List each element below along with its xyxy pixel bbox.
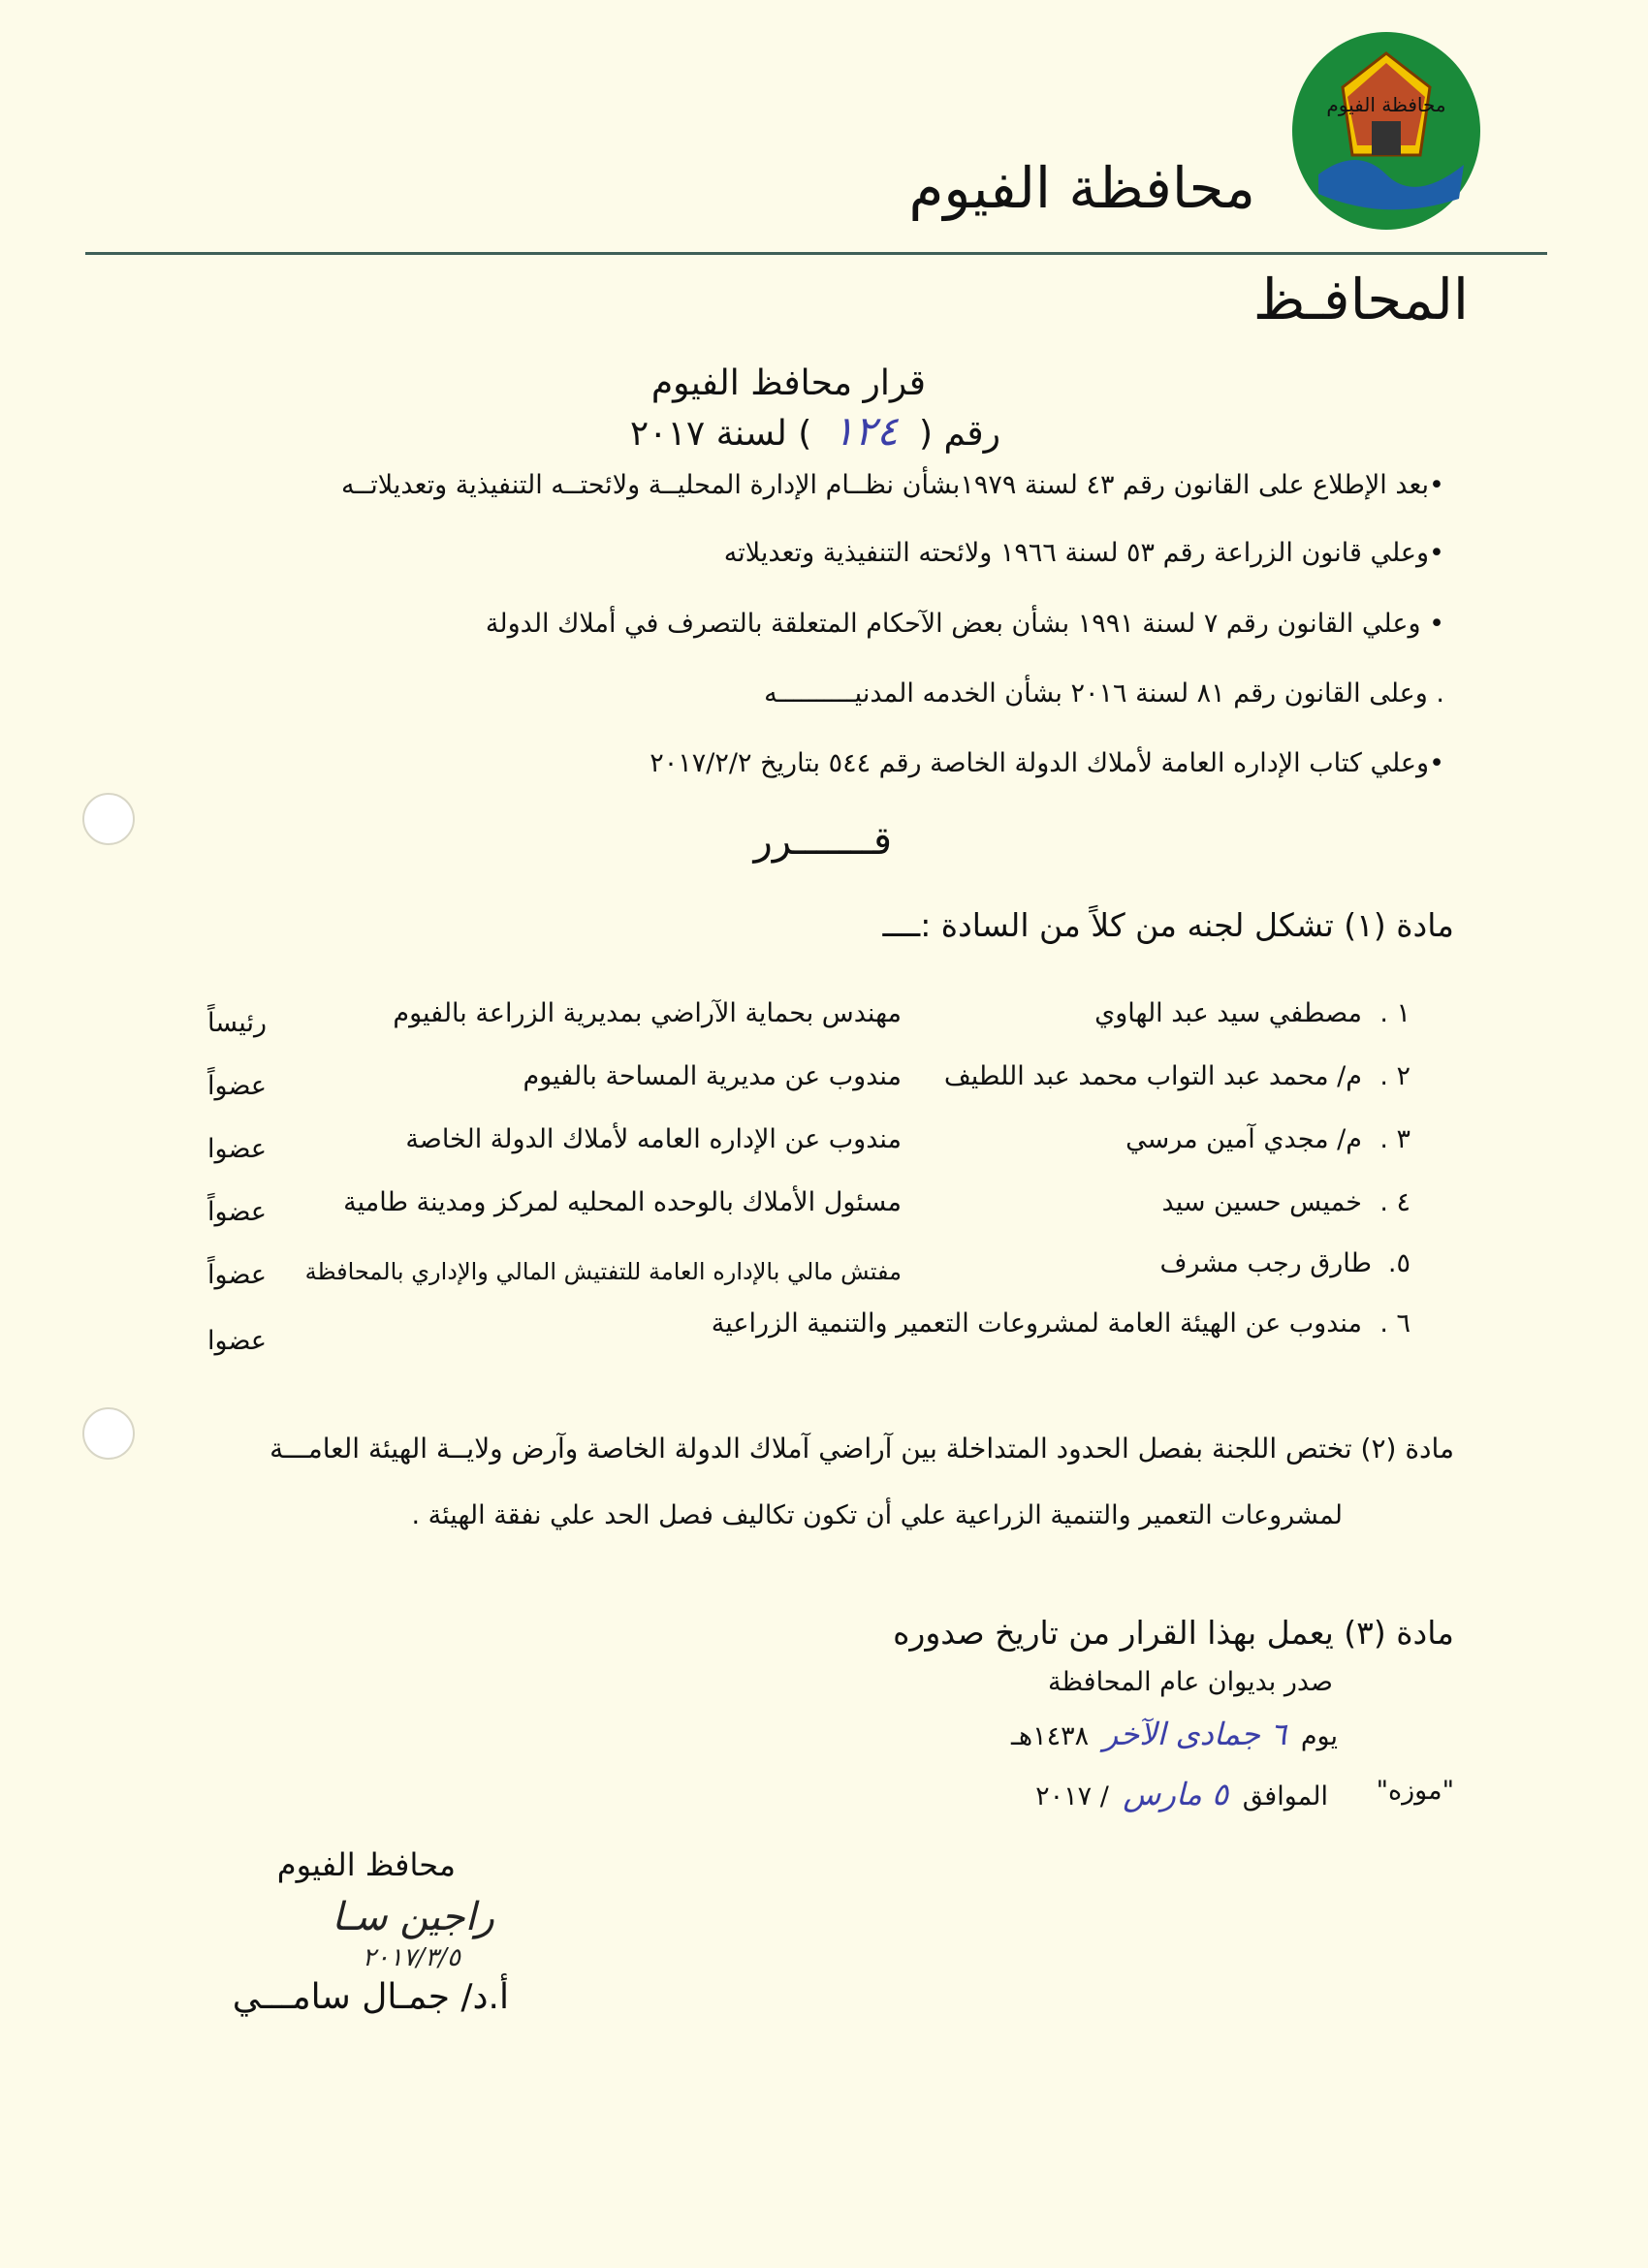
- member-number: ٦ .: [1379, 1308, 1410, 1339]
- member-number: ٤ .: [1379, 1187, 1410, 1217]
- decision-number: [630, 407, 1000, 455]
- member-number: ٢ .: [1379, 1061, 1410, 1091]
- member-role: مسئول الأملاك بالوحده المحليه لمركز ومدينة طامية: [343, 1187, 902, 1217]
- member-name: خميس حسين سيد: [1161, 1187, 1362, 1217]
- office-title: المحافـظ: [1252, 267, 1469, 332]
- member-number: ١ .: [1379, 998, 1410, 1028]
- gregorian-year: / ٢٠١٧: [1035, 1781, 1109, 1811]
- corresponding-label: الموافق: [1242, 1781, 1328, 1811]
- member-position: عضواً: [207, 1260, 267, 1290]
- signature-title: محافظ الفيوم: [276, 1846, 456, 1883]
- decision-number-prefix: رقم (: [918, 414, 1000, 454]
- preamble-line: •بعد الإطلاع على القانون رقم ٤٣ لسنة ١٩٧٩بشأن نظــام الإدارة المحليــة ولائحتــه التنفيذية وتعديلاتــه: [340, 470, 1444, 500]
- member-name: مصطفي سيد عبد الهاوي: [1094, 998, 1362, 1028]
- member-position: رئيساً: [206, 1008, 267, 1038]
- member-name: مندوب عن الهيئة العامة لمشروعات التعمير والتنمية الزراعية: [711, 1308, 1362, 1339]
- article-3-heading: مادة (٣) يعمل بهذا القرار من تاريخ صدوره: [893, 1614, 1454, 1652]
- logo-label: محافظة الفيوم: [1326, 93, 1446, 116]
- member-name: م/ محمد عبد التواب محمد عبد اللطيف: [943, 1061, 1362, 1091]
- member-position: عضواً: [207, 1071, 267, 1101]
- preamble-line: • وعلي القانون رقم ٧ لسنة ١٩٩١ بشأن بعض الآحكام المتعلقة بالتصرف في أملاك الدولة: [485, 609, 1444, 639]
- member-position: عضواً: [207, 1197, 267, 1227]
- governorate-logo: [1289, 29, 1483, 233]
- hijri-date-handwritten: ٦ جمادى الآخر: [1102, 1716, 1287, 1752]
- punch-hole-bottom: [82, 1407, 135, 1460]
- member-number: ٣ .: [1379, 1124, 1410, 1154]
- decided-heading: قـــــــرر: [753, 819, 892, 864]
- member-name: طارق رجب مشرف: [1159, 1248, 1372, 1278]
- decision-number-suffix: ) لسنة ٢٠١٧: [629, 414, 812, 454]
- article-2-line: لمشروعات التعمير والتنمية الزراعية علي أن تكون تكاليف فصل الحد علي نفقة الهيئة .: [411, 1500, 1343, 1530]
- article-2-line: مادة (٢) تختص اللجنة بفصل الحدود المتداخلة بين آراضي آملاك الدولة الخاصة وآرض ولايــة الهيئة العامـــة: [269, 1433, 1454, 1465]
- member-position: عضوا: [207, 1326, 267, 1356]
- gregorian-date-handwritten: ٥ مارس: [1123, 1776, 1229, 1812]
- hijri-date: [1011, 1716, 1338, 1752]
- member-role: مفتش مالي بالإداره العامة للتفتيش المالي والإداري بالمحافظة: [304, 1258, 902, 1285]
- initials: "موزه": [1376, 1776, 1454, 1806]
- member-number: ٥.: [1387, 1248, 1410, 1278]
- article-1-heading: مادة (١) تشكل لجنه من كلاً من السادة :ــــ: [882, 906, 1454, 944]
- preamble-line: •وعلي كتاب الإداره العامة لأملاك الدولة الخاصة رقم ٥٤٤ بتاريخ ٢٠١٧/٢/٢: [650, 748, 1444, 778]
- member-role: مهندس بحماية الآراضي بمديرية الزراعة بالفيوم: [393, 998, 902, 1028]
- preamble-line: . وعلى القانون رقم ٨١ لسنة ٢٠١٦ بشأن الخدمه المدنيــــــــــه: [764, 678, 1444, 709]
- hijri-year: ١٤٣٨هـ: [1011, 1721, 1090, 1751]
- member-role: مندوب عن الإداره العامه لأملاك الدولة الخاصة: [405, 1124, 902, 1154]
- member-position: عضوا: [207, 1134, 267, 1164]
- governorate-name: محافظة الفيوم: [908, 155, 1255, 221]
- signature-scribble: راجين سـا: [332, 1895, 494, 1939]
- governor-name: أ.د/ جمـال سامـــي: [232, 1977, 509, 2017]
- decision-number-handwritten: ١٢٤: [832, 407, 899, 455]
- gregorian-date: [1035, 1776, 1328, 1812]
- punch-hole-top: [82, 793, 135, 845]
- preamble-line: •وعلي قانون الزراعة رقم ٥٣ لسنة ١٩٦٦ ولائحته التنفيذية وتعديلاته: [723, 538, 1444, 568]
- day-label: يوم: [1300, 1721, 1338, 1751]
- decision-title: قرار محافظ الفيوم: [650, 363, 926, 403]
- member-name: م/ مجدي آمين مرسي: [1125, 1124, 1362, 1154]
- header-divider: [85, 252, 1547, 255]
- signature-date: ٢٠١٧/٣/٥: [362, 1943, 460, 1972]
- issued-at: صدر بديوان عام المحافظة: [1048, 1667, 1333, 1697]
- member-role: مندوب عن مديرية المساحة بالفيوم: [523, 1061, 902, 1091]
